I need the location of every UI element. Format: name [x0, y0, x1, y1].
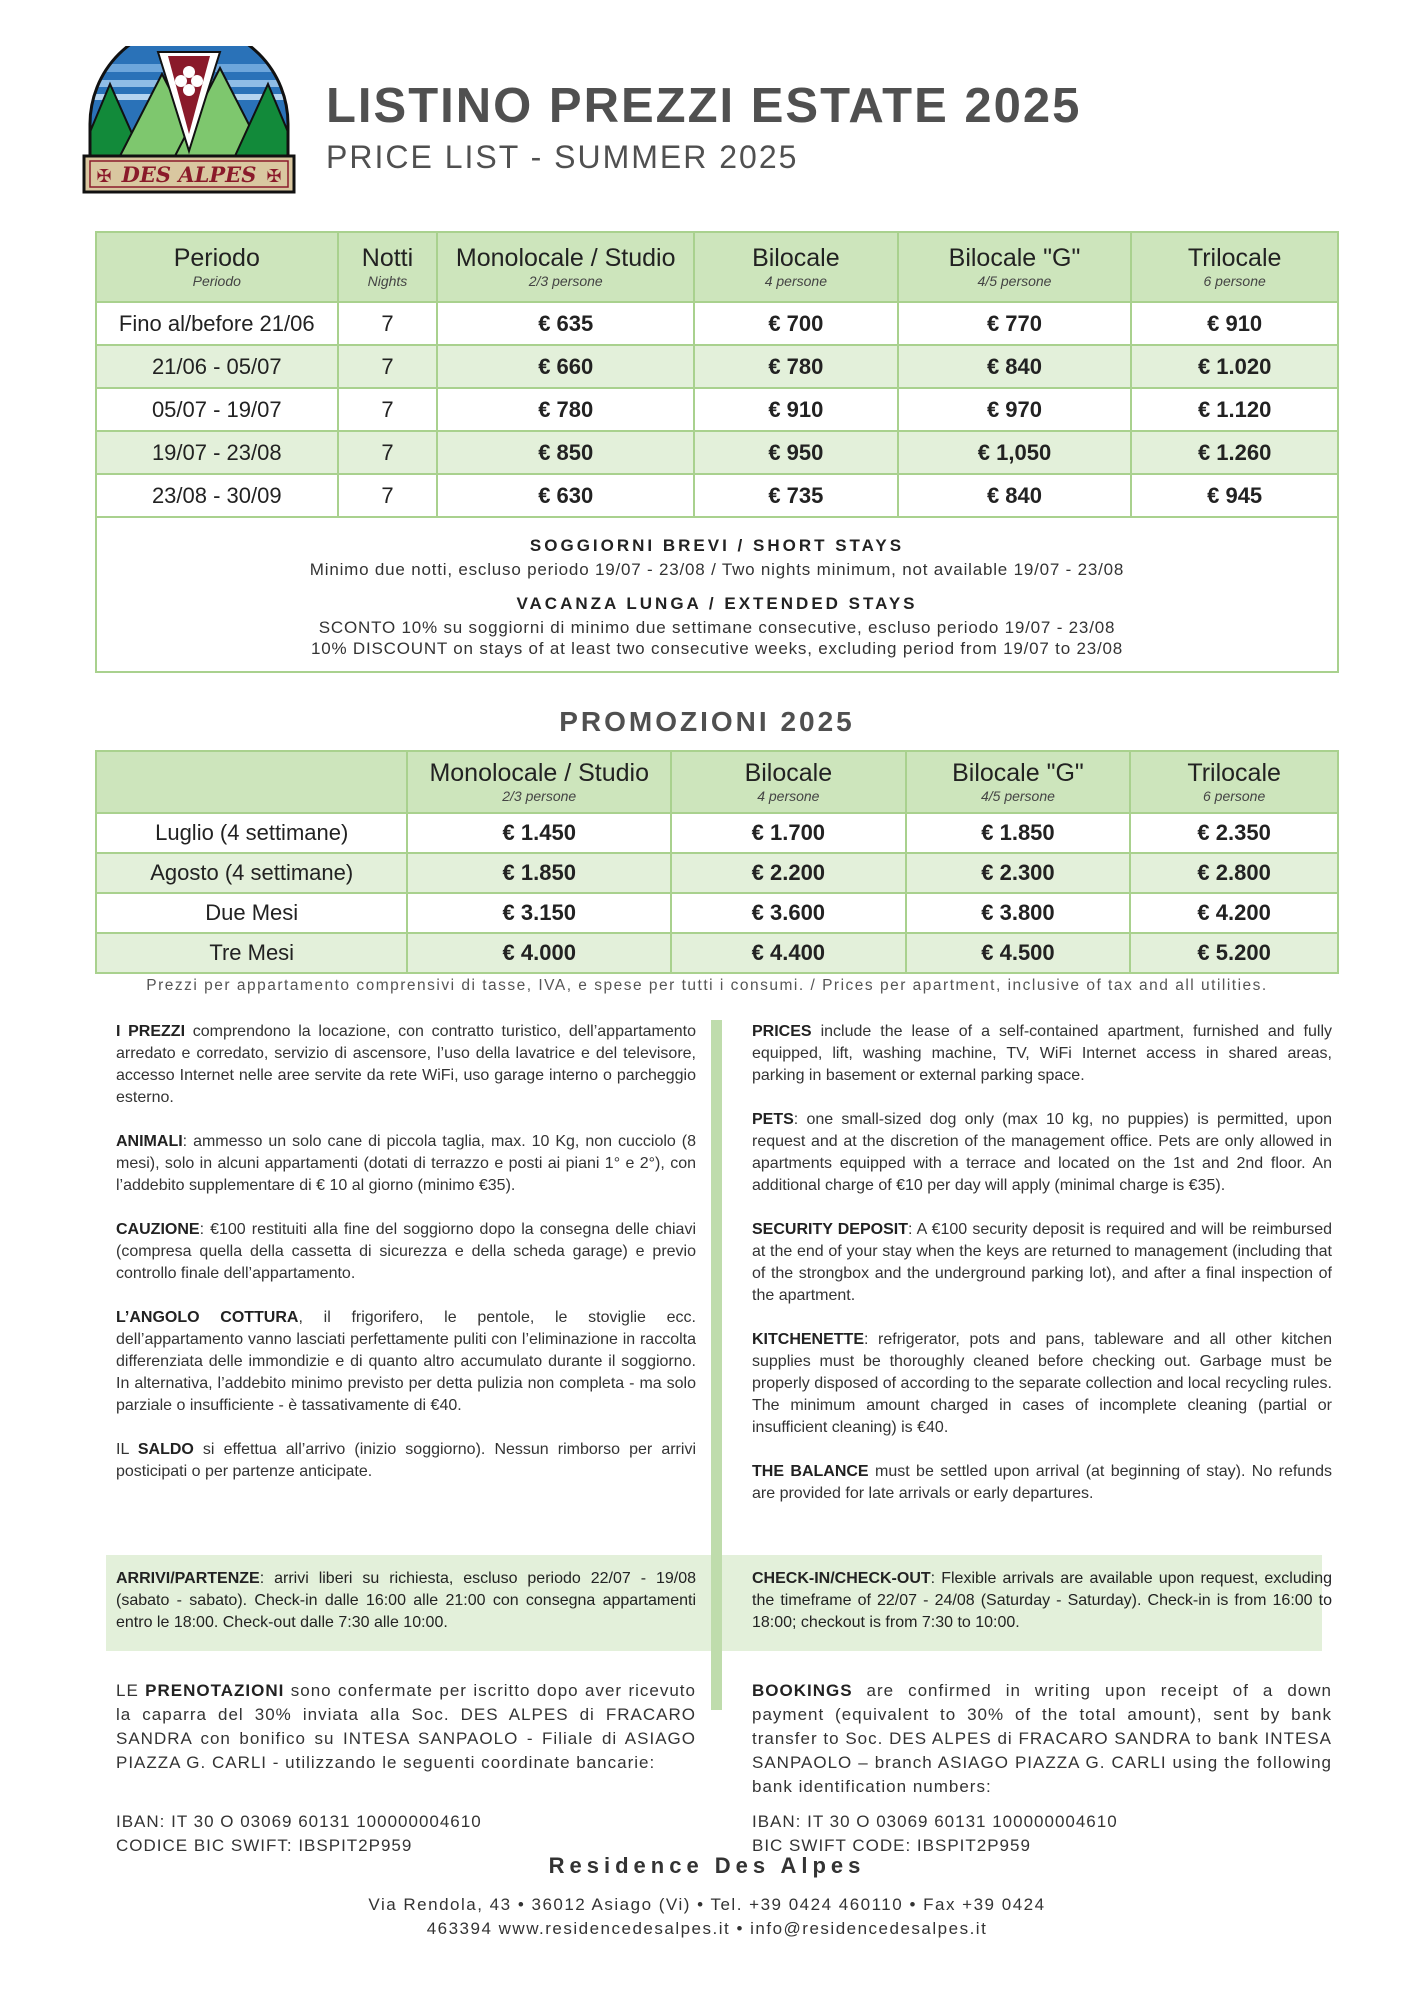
price-cell: € 910 [694, 388, 898, 431]
promotions-table [95, 750, 1339, 974]
logo-cross-left-icon: ✠ [96, 166, 112, 187]
price-cell: € 850 [437, 431, 694, 474]
table-row [96, 893, 1338, 933]
short-stays-text: Minimo due notti, escluso periodo 19/07 - 23/08 / Two nights minimum, not available 19/07 - 23/08 [309, 560, 1125, 579]
page-title: LISTINO PREZZI ESTATE 2025 [326, 79, 1082, 133]
price-cell: € 1.260 [1131, 431, 1338, 474]
stay-notes [96, 517, 1338, 672]
logo-text: DES ALPES [121, 162, 257, 187]
price-cell: € 970 [898, 388, 1132, 431]
term-paragraph: L’ANGOLO COTTURA, il frigorifero, le pentole, le stoviglie ecc. dell’appartamento vanno lasciati perfettamente puliti con l’eliminazione in raccolta differenziata delle immondizie e di quanto altro accumulato durante il soggiorno. In alternativa, l’addebito minimo previsto per detta pulizia non completa - ma solo parziale o insufficiente - è tassativamente di €40. [116, 1309, 697, 1414]
nights-cell: 7 [338, 474, 438, 517]
page-subtitle: PRICE LIST - SUMMER 2025 [326, 139, 799, 175]
arrivals-text-en: CHECK-IN/CHECK-OUT: Flexible arrivals are available upon request, excluding the timeframe of 22/07 - 24/08 (Saturday - Saturday). Check-in is from 16:00 to 18:00; checkout is from 7:30 to 10:00. [752, 1570, 1332, 1631]
price-cell: € 635 [437, 302, 694, 345]
stay-notes-row [96, 517, 1338, 672]
column-header-bilocale-g: Bilocale "G" 4/5 persone [906, 751, 1131, 813]
table-row [96, 388, 1338, 431]
column-divider [711, 1020, 722, 1710]
price-cell: € 2.200 [671, 853, 906, 893]
term-paragraph: IL SALDO si effettua all’arrivo (inizio soggiorno). Nessun rimborso per arrivi posticipati o per partenze anticipate. [116, 1441, 696, 1480]
price-cell: € 5.200 [1130, 933, 1338, 973]
period-cell: 21/06 - 05/07 [96, 345, 338, 388]
column-header-monolocale: Monolocale / Studio 2/3 persone [407, 751, 671, 813]
bookings-text-it: LE PRENOTAZIONI sono confermate per iscritto dopo aver ricevuto la caparra del 30% inviata alla Soc. DES ALPES di FRACARO SANDRA con bonifico su INTESA SANPAOLO - Filiale di ASIAGO PIAZZA G. CARLI - utilizzando le seguenti coordinate bancarie: [116, 1681, 696, 1772]
bic-it: CODICE BIC SWIFT: IBSPIT2P959 [116, 1836, 413, 1855]
footer-contacts: 463394 www.residencedesalpes.it • info@residencedesalpes.it [426, 1919, 988, 1938]
column-header-empty [96, 751, 407, 813]
price-cell: € 2.800 [1130, 853, 1338, 893]
term-paragraph: SECURITY DEPOSIT: A €100 security deposit is required and will be reimbursed at the end of your stay when the keys are returned to management (including that of the strongbox and the underground parking lot), and after a final inspection of the apartment. [752, 1221, 1332, 1304]
extended-stays-text-en: 10% DISCOUNT on stays of at least two consecutive weeks, excluding period from 19/07 to 23/08 [310, 639, 1124, 658]
table-row [96, 345, 1338, 388]
term-paragraph: KITCHENETTE: refrigerator, pots and pans, tableware and all other kitchen supplies must be thoroughly cleaned before checking out. Garbage must be properly disposed of according to the separate collection and local recycling rules. The minimum amount charged in cases of incomplete cleaning (partial or insufficient cleaning) is €40. [752, 1331, 1332, 1436]
prices-footnote: Prezzi per appartamento comprensivi di tasse, IVA, e spese per tutti i consumi. / Prices per apartment, inclusive of tax and all utilities. [146, 977, 1268, 994]
price-cell: € 660 [437, 345, 694, 388]
price-cell: € 4.400 [671, 933, 906, 973]
nights-cell: 7 [338, 345, 438, 388]
table-row [96, 431, 1338, 474]
arrivals-text-it: ARRIVI/PARTENZE: arrivi liberi su richiesta, escluso periodo 22/07 - 19/08 (sabato - sabato). Check-in dalle 16:00 alle 21:00 con consegna appartamenti entro le 18:00. Check-out dalle 7:30 alle 10:00. [116, 1570, 696, 1631]
price-cell: € 1.120 [1131, 388, 1338, 431]
table-row [96, 853, 1338, 893]
column-header-bilocale: Bilocale 4 persone [694, 232, 898, 302]
short-stays-title: SOGGIORNI BREVI / SHORT STAYS [529, 536, 905, 555]
promo-period-cell: Luglio (4 settimane) [96, 813, 407, 853]
price-cell: € 910 [1131, 302, 1338, 345]
price-cell: € 1.850 [906, 813, 1131, 853]
term-paragraph: THE BALANCE must be settled upon arrival (at beginning of stay). No refunds are provided for late arrivals or early departures. [752, 1463, 1332, 1502]
price-table [95, 231, 1339, 673]
price-cell: € 1.020 [1131, 345, 1338, 388]
price-cell: € 770 [898, 302, 1132, 345]
price-cell: € 840 [898, 474, 1132, 517]
terms-italian [116, 1021, 696, 1505]
bookings-text-en: BOOKINGS are confirmed in writing upon receipt of a down payment (equivalent to 30% of the total amount), sent by bank transfer to Soc. DES ALPES di FRACARO SANDRA to bank INTESA SANPAOLO – branch ASIAGO PIAZZA G. CARLI using the following bank identification numbers: [752, 1681, 1332, 1796]
price-cell: € 735 [694, 474, 898, 517]
footer-address: Via Rendola, 43 • 36012 Asiago (Vi) • Tel. +39 0424 460110 • Fax +39 0424 [368, 1895, 1046, 1914]
table-row [96, 474, 1338, 517]
term-paragraph: PETS: one small-sized dog only (max 10 kg, no puppies) is permitted, upon request and at the discretion of the management office. Pets are only allowed in apartments equipped with a terrace and located on the 1st and 2nd floor. An additional charge of €10 per day will apply (minimal charge is €35). [752, 1111, 1332, 1194]
column-header-bilocale: Bilocale 4 persone [671, 751, 906, 813]
iban-en: IBAN: IT 30 O 03069 60131 100000004610 [752, 1812, 1118, 1831]
nights-cell: 7 [338, 302, 438, 345]
extended-stays-text-it: SCONTO 10% su soggiorni di minimo due settimane consecutive, escluso periodo 19/07 - 23/08 [318, 618, 1116, 637]
price-cell: € 1,050 [898, 431, 1132, 474]
bic-en: BIC SWIFT CODE: IBSPIT2P959 [752, 1836, 1031, 1855]
term-paragraph: I PREZZI comprendono la locazione, con contratto turistico, dell’appartamento arredato e corredato, servizio di ascensore, l’uso della lavatrice e del televisore, accesso Internet nelle aree servite da rete WiFi, uso garage interno o parcheggio esterno. [116, 1023, 697, 1106]
price-cell: € 950 [694, 431, 898, 474]
term-paragraph: CAUZIONE: €100 restituiti alla fine del soggiorno dopo la consegna delle chiavi (compresa quella della cassetta di sicurezza e della scheda garage) e previo controllo finale dell’appartamento. [116, 1221, 696, 1282]
column-header-monolocale: Monolocale / Studio 2/3 persone [437, 232, 694, 302]
footer-residence-name: Residence Des Alpes [548, 1853, 866, 1878]
promotions-title: PROMOZIONI 2025 [559, 706, 855, 737]
period-cell: 23/08 - 30/09 [96, 474, 338, 517]
table-row [96, 813, 1338, 853]
column-header-trilocale: Trilocale 6 persone [1130, 751, 1338, 813]
column-header-trilocale: Trilocale 6 persone [1131, 232, 1338, 302]
price-cell: € 2.350 [1130, 813, 1338, 853]
price-cell: € 4.200 [1130, 893, 1338, 933]
price-cell: € 2.300 [906, 853, 1131, 893]
term-paragraph: PRICES include the lease of a self-contained apartment, furnished and fully equipped, lift, washing machine, TV, WiFi Internet access in shared areas, parking in basement or external parking space. [752, 1023, 1332, 1084]
price-cell: € 3.150 [407, 893, 671, 933]
price-cell: € 780 [694, 345, 898, 388]
price-cell: € 1.850 [407, 853, 671, 893]
price-cell: € 1.450 [407, 813, 671, 853]
price-cell: € 840 [898, 345, 1132, 388]
extended-stays-title: VACANZA LUNGA / EXTENDED STAYS [516, 594, 918, 613]
column-header-notti: Notti Nights [338, 232, 438, 302]
logo-cross-right-icon: ✠ [266, 166, 282, 187]
period-cell: 19/07 - 23/08 [96, 431, 338, 474]
table-row [96, 302, 1338, 345]
price-table-header-row [96, 232, 1338, 302]
price-cell: € 700 [694, 302, 898, 345]
term-paragraph: ANIMALI: ammesso un solo cane di piccola taglia, max. 10 Kg, non cucciolo (8 mesi), solo in alcuni appartamenti (dotati di terrazzo e posti ai piani 1° e 2°), con l’addebito supplementare di € 10 al giorno (minimo €35). [116, 1133, 696, 1194]
table-row [96, 933, 1338, 973]
terms-english [752, 1021, 1332, 1527]
price-cell: € 1.700 [671, 813, 906, 853]
nights-cell: 7 [338, 431, 438, 474]
promo-period-cell: Due Mesi [96, 893, 407, 933]
promo-period-cell: Agosto (4 settimane) [96, 853, 407, 893]
price-cell: € 3.800 [906, 893, 1131, 933]
period-cell: 05/07 - 19/07 [96, 388, 338, 431]
nights-cell: 7 [338, 388, 438, 431]
promotions-header-row [96, 751, 1338, 813]
promo-period-cell: Tre Mesi [96, 933, 407, 973]
column-header-periodo: Periodo Periodo [96, 232, 338, 302]
price-cell: € 945 [1131, 474, 1338, 517]
price-cell: € 4.000 [407, 933, 671, 973]
iban-it: IBAN: IT 30 O 03069 60131 100000004610 [116, 1812, 482, 1831]
column-header-bilocale-g: Bilocale "G" 4/5 persone [898, 232, 1132, 302]
price-cell: € 630 [437, 474, 694, 517]
price-cell: € 4.500 [906, 933, 1131, 973]
period-cell: Fino al/before 21/06 [96, 302, 338, 345]
price-cell: € 780 [437, 388, 694, 431]
des-alpes-logo [80, 46, 298, 196]
price-cell: € 3.600 [671, 893, 906, 933]
